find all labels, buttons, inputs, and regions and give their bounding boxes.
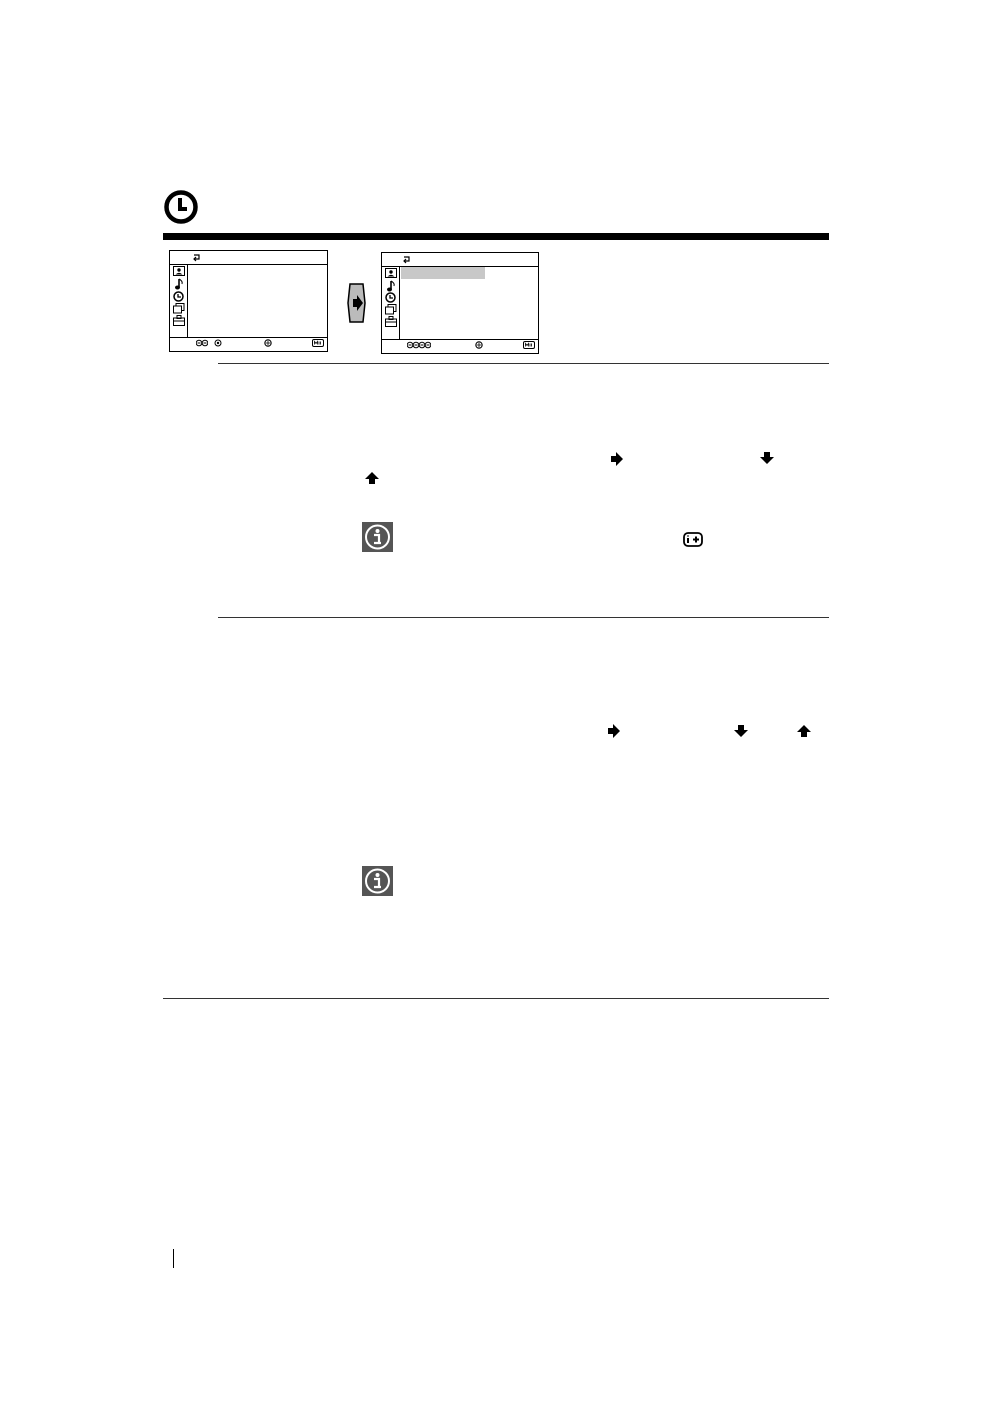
header-rule [163,233,829,240]
enter-key-icon [214,339,222,347]
clock-icon [163,189,199,225]
ok-key-icon [475,341,483,349]
return-icon [402,255,412,264]
setup-icon [173,315,185,326]
return-icon [192,253,202,262]
menu-footer-bar [382,339,538,340]
info-plus-button-icon [683,532,703,547]
preset-icon [173,303,185,314]
picture-icon [173,266,185,276]
tv-menu-screen-before [169,250,328,352]
section-divider [218,617,829,618]
sound-icon [386,280,396,292]
highlighted-menu-row[interactable] [401,267,485,279]
menu-title-bar [170,264,327,265]
arrow-right-icon [607,723,621,739]
arrow-up-icon [364,471,380,485]
arrow-right-icon [610,451,624,467]
page-end-rule [163,998,829,999]
arrow-down-icon [759,451,775,465]
select-keys-icon [196,339,208,347]
section-divider [218,363,829,364]
arrow-down-icon [733,724,749,738]
menu-key-icon [312,339,324,347]
sound-icon [174,278,184,290]
timer-icon [385,292,396,303]
right-arrow-button-icon [347,282,367,324]
preset-icon [385,304,397,315]
picture-icon [385,268,397,278]
setup-icon [385,316,397,327]
timer-icon [173,291,184,302]
menu-footer-bar [170,337,327,338]
page-margin-marker [173,1249,174,1268]
navigate-keys-icon [407,341,431,349]
menu-key-icon [523,341,535,349]
arrow-up-icon [796,724,812,738]
tv-menu-screen-after [381,252,539,354]
ok-key-icon [264,339,272,347]
info-icon [362,866,393,896]
info-icon [362,522,393,552]
